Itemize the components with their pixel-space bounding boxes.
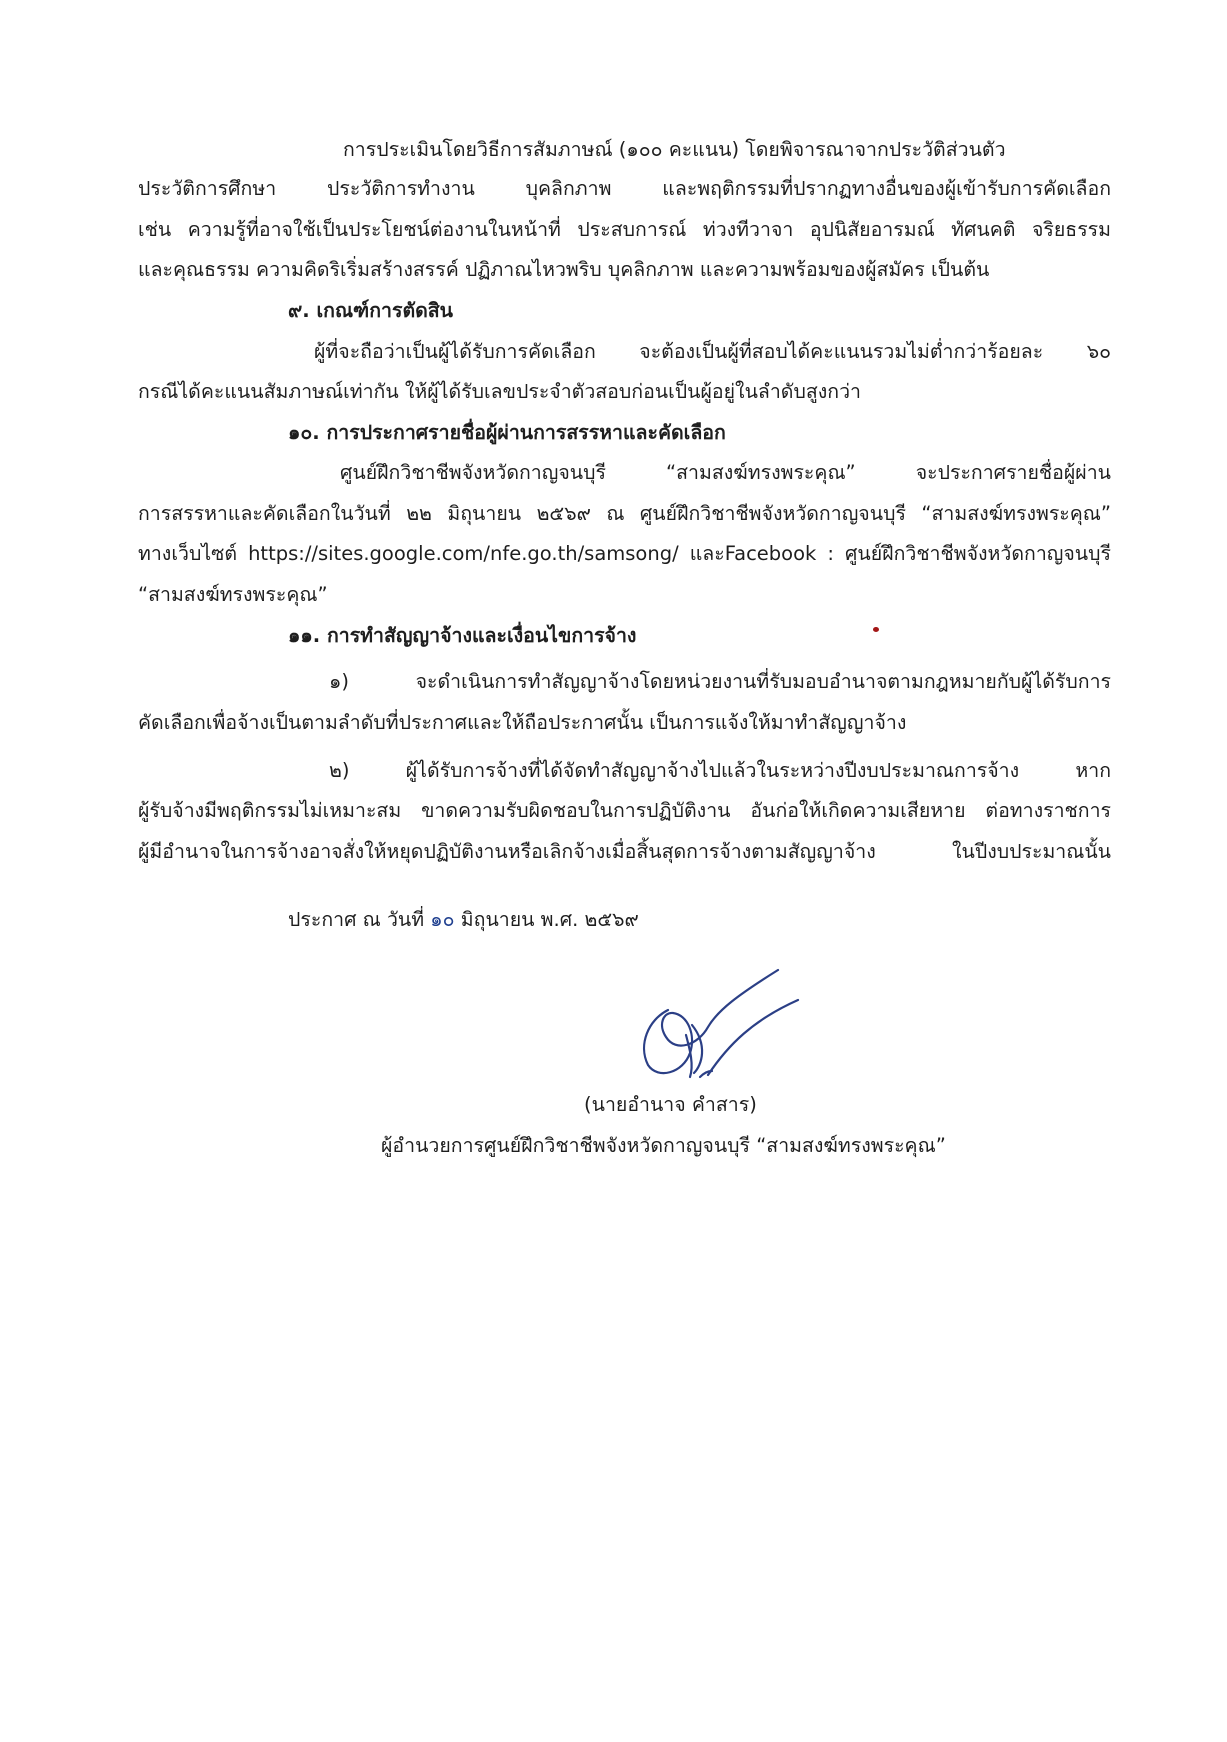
signatory-name: (นายอำนาจ คำสาร) (584, 1093, 757, 1116)
section-10-line-4: “สามสงฆ์ทรงพระคุณ” (138, 583, 328, 606)
intro-line-2: ประวัติการศึกษา ประวัติการทำงาน บุคลิกภาพ และพฤติกรรมที่ปรากฏทางอื่นของผู้เข้ารับการคัดเลือก (138, 177, 1111, 200)
section-9-line-1: ผู้ที่จะถือว่าเป็นผู้ได้รับการคัดเลือก จะต้องเป็นผู้ที่สอบได้คะแนนรวมไม่ต่ำกว่าร้อยละ ๖๐ (314, 340, 1111, 363)
intro-line-3: เช่น ความรู้ที่อาจใช้เป็นประโยชน์ต่องานในหน้าที่ ประสบการณ์ ท่วงทีวาจา อุปนิสัยอารมณ์ ทัศนคติ จริยธรรม (138, 218, 1111, 241)
section-11-heading: ๑๑. การทำสัญญาจ้างและเงื่อนไขการจ้าง (288, 624, 637, 647)
section-11-item-2-line-2: ผู้รับจ้างมีพฤติกรรมไม่เหมาะสม ขาดความรับผิดชอบในการปฏิบัติงาน อันก่อให้เกิดความเสียหาย ต่อทางราชการ (138, 799, 1111, 822)
section-9-heading: ๙. เกณฑ์การตัดสิน (288, 299, 454, 322)
section-9-line-2: กรณีได้คะแนนสัมภาษณ์เท่ากัน ให้ผู้ได้รับเลขประจำตัวสอบก่อนเป็นผู้อยู่ในลำดับสูงกว่า (138, 380, 861, 403)
announcement-date (288, 906, 639, 934)
section-10-line-2: การสรรหาและคัดเลือกในวันที่ ๒๒ มิถุนายน ๒๕๖๙ ณ ศูนย์ฝึกวิชาชีพจังหวัดกาญจนบุรี “สามสงฆ์ทรงพระคุณ” (138, 502, 1111, 525)
announcement-suffix: มิถุนายน พ.ศ. ๒๕๖๙ (460, 908, 639, 931)
ink-speck (873, 627, 879, 632)
signatory-position: ผู้อำนวยการศูนย์ฝึกวิชาชีพจังหวัดกาญจนบุรี “สามสงฆ์ทรงพระคุณ” (381, 1134, 946, 1157)
section-11-item-1-line-1: ๑) จะดำเนินการทำสัญญาจ้างโดยหน่วยงานที่รับมอบอำนาจตามกฎหมายกับผู้ได้รับการ (329, 670, 1111, 693)
section-10-line-3: ทางเว็บไซต์ https://sites.google.com/nfe.go.th/samsong/ และFacebook : ศูนย์ฝึกวิชาชีพจังหวัดกาญจนบุรี (138, 542, 1111, 565)
announcement-prefix: ประกาศ ณ วันที่ (288, 908, 425, 931)
intro-line-4: และคุณธรรม ความคิดริเริ่มสร้างสรรค์ ปฏิภาณไหวพริบ บุคลิกภาพ และความพร้อมของผู้สมัคร เป็นต้น (138, 258, 990, 281)
section-11-item-1-line-2: คัดเลือกเพื่อจ้างเป็นตามลำดับที่ประกาศและให้ถือประกาศนั้น เป็นการแจ้งให้มาทำสัญญาจ้าง (138, 711, 907, 734)
section-10-line-1: ศูนย์ฝึกวิชาชีพจังหวัดกาญจนบุรี “สามสงฆ์ทรงพระคุณ” จะประกาศรายชื่อผู้ผ่าน (340, 461, 1111, 484)
section-11-item-2-line-1: ๒) ผู้ได้รับการจ้างที่ได้จัดทำสัญญาจ้างไปแล้วในระหว่างปีงบประมาณการจ้าง หาก (329, 759, 1111, 782)
intro-line-1: การประเมินโดยวิธีการสัมภาษณ์ (๑๐๐ คะแนน) โดยพิจารณาจากประวัติส่วนตัว (343, 138, 1006, 161)
section-10-heading: ๑๐. การประกาศรายชื่อผู้ผ่านการสรรหาและคัดเลือก (288, 421, 726, 444)
handwritten-signature (628, 965, 808, 1095)
section-11-item-2-line-3: ผู้มีอำนาจในการจ้างอาจสั่งให้หยุดปฏิบัติงานหรือเลิกจ้างเมื่อสิ้นสุดการจ้างตามสัญญาจ้าง ในปีงบประมาณนั้น (138, 840, 1111, 863)
announcement-day: ๑๐ (430, 908, 455, 931)
